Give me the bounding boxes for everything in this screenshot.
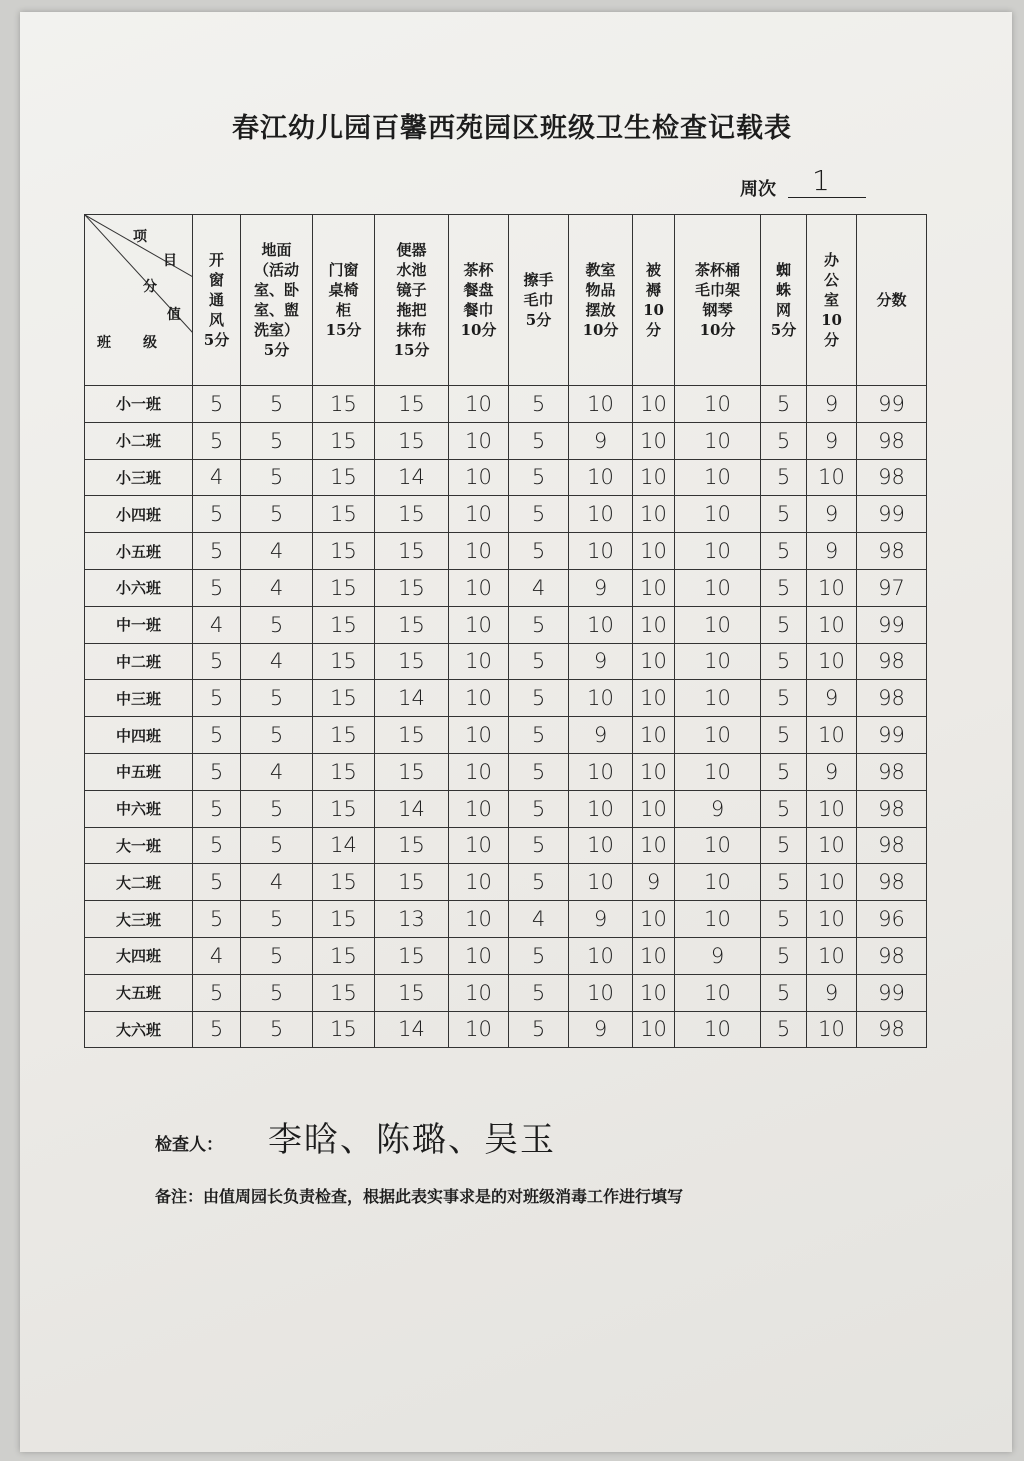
table-row xyxy=(85,422,927,459)
score-cell: 10 xyxy=(569,496,633,533)
score-cell: 5 xyxy=(761,533,807,570)
total-score-cell: 98 xyxy=(857,459,927,496)
score-cell: 10 xyxy=(569,753,633,790)
score-cell: 4 xyxy=(509,901,569,938)
table-row xyxy=(85,496,927,533)
score-cell: 10 xyxy=(569,790,633,827)
score-cell: 14 xyxy=(375,1011,449,1048)
score-cell: 5 xyxy=(241,459,313,496)
score-cell: 5 xyxy=(241,901,313,938)
class-name-cell: 小五班 xyxy=(85,533,193,570)
score-cell: 10 xyxy=(807,864,857,901)
score-cell: 9 xyxy=(675,790,761,827)
score-cell: 5 xyxy=(509,717,569,754)
score-cell: 10 xyxy=(633,606,675,643)
score-cell: 9 xyxy=(807,386,857,423)
total-score-cell: 99 xyxy=(857,974,927,1011)
score-cell: 5 xyxy=(761,496,807,533)
score-cell: 5 xyxy=(509,496,569,533)
inspector-signature: 李晗、陈璐、吴玉 xyxy=(268,1120,556,1160)
table-row xyxy=(85,974,927,1011)
table-row xyxy=(85,680,927,717)
score-cell: 5 xyxy=(241,827,313,864)
score-cell: 5 xyxy=(193,901,241,938)
score-cell: 5 xyxy=(193,422,241,459)
score-cell: 10 xyxy=(633,974,675,1011)
score-cell: 10 xyxy=(633,643,675,680)
score-cell: 5 xyxy=(241,790,313,827)
score-cell: 5 xyxy=(509,386,569,423)
score-cell: 5 xyxy=(761,790,807,827)
score-cell: 10 xyxy=(675,827,761,864)
score-cell: 4 xyxy=(241,569,313,606)
score-cell: 5 xyxy=(241,496,313,533)
score-cell: 5 xyxy=(193,386,241,423)
table-row xyxy=(85,643,927,680)
score-cell: 5 xyxy=(193,717,241,754)
score-cell: 4 xyxy=(193,937,241,974)
class-name-cell: 小六班 xyxy=(85,569,193,606)
score-cell: 5 xyxy=(241,386,313,423)
table-row xyxy=(85,790,927,827)
score-cell: 5 xyxy=(761,864,807,901)
corner-class-b: 级 xyxy=(143,335,157,351)
score-cell: 15 xyxy=(313,680,375,717)
class-name-cell: 小一班 xyxy=(85,386,193,423)
score-cell: 15 xyxy=(375,937,449,974)
class-name-cell: 小四班 xyxy=(85,496,193,533)
score-cell: 10 xyxy=(633,753,675,790)
score-cell: 10 xyxy=(633,386,675,423)
score-cell: 5 xyxy=(241,717,313,754)
footnote: 备注：由值周园长负责检查，根据此表实事求是的对班级消毒工作进行填写 xyxy=(155,1187,684,1206)
total-score-cell: 98 xyxy=(857,790,927,827)
score-cell: 14 xyxy=(375,790,449,827)
score-cell: 10 xyxy=(807,827,857,864)
class-name-cell: 中三班 xyxy=(85,680,193,717)
score-cell: 5 xyxy=(193,974,241,1011)
column-header: 门窗 桌椅 柜 15分 xyxy=(313,215,375,386)
score-cell: 15 xyxy=(375,422,449,459)
score-cell: 4 xyxy=(509,569,569,606)
score-cell: 15 xyxy=(313,606,375,643)
total-score-cell: 98 xyxy=(857,937,927,974)
column-header: 地面 （活动 室、卧 室、盥 洗室） 5分 xyxy=(241,215,313,386)
column-header: 茶杯桶 毛巾架 钢琴 10分 xyxy=(675,215,761,386)
week-label: 周次 xyxy=(740,179,776,200)
score-cell: 9 xyxy=(569,569,633,606)
score-cell: 5 xyxy=(241,974,313,1011)
week-value: 1 xyxy=(812,164,830,197)
table-row xyxy=(85,937,927,974)
score-cell: 15 xyxy=(313,753,375,790)
corner-target: 目 xyxy=(163,253,177,269)
score-cell: 10 xyxy=(675,459,761,496)
score-cell: 5 xyxy=(241,422,313,459)
score-cell: 10 xyxy=(675,1011,761,1048)
score-cell: 13 xyxy=(375,901,449,938)
header-row xyxy=(85,215,927,386)
score-cell: 10 xyxy=(633,1011,675,1048)
score-cell: 4 xyxy=(241,643,313,680)
score-cell: 10 xyxy=(449,459,509,496)
table-row xyxy=(85,606,927,643)
column-header: 擦手 毛巾 5分 xyxy=(509,215,569,386)
score-cell: 4 xyxy=(241,864,313,901)
table-row xyxy=(85,569,927,606)
score-cell: 15 xyxy=(375,864,449,901)
total-score-cell: 96 xyxy=(857,901,927,938)
score-cell: 5 xyxy=(509,459,569,496)
score-cell: 10 xyxy=(569,827,633,864)
corner-score-b: 值 xyxy=(167,307,181,323)
score-cell: 15 xyxy=(375,386,449,423)
score-cell: 14 xyxy=(313,827,375,864)
score-cell: 10 xyxy=(633,937,675,974)
score-cell: 10 xyxy=(675,753,761,790)
class-name-cell: 小二班 xyxy=(85,422,193,459)
score-cell: 10 xyxy=(449,496,509,533)
score-cell: 10 xyxy=(675,680,761,717)
score-cell: 10 xyxy=(569,974,633,1011)
score-cell: 15 xyxy=(375,533,449,570)
table-row xyxy=(85,386,927,423)
score-cell: 10 xyxy=(449,1011,509,1048)
total-score-cell: 99 xyxy=(857,386,927,423)
column-header: 被 褥 10 分 xyxy=(633,215,675,386)
score-cell: 10 xyxy=(633,422,675,459)
score-cell: 5 xyxy=(761,643,807,680)
column-header: 蜘 蛛 网 5分 xyxy=(761,215,807,386)
score-cell: 15 xyxy=(313,643,375,680)
score-cell: 10 xyxy=(675,974,761,1011)
score-cell: 10 xyxy=(807,606,857,643)
score-cell: 5 xyxy=(761,717,807,754)
score-cell: 10 xyxy=(807,717,857,754)
class-name-cell: 大三班 xyxy=(85,901,193,938)
score-cell: 10 xyxy=(807,459,857,496)
score-cell: 5 xyxy=(509,422,569,459)
score-cell: 15 xyxy=(375,643,449,680)
column-header: 办 公 室 10 分 xyxy=(807,215,857,386)
score-cell: 9 xyxy=(807,422,857,459)
column-header: 教室 物品 摆放 10分 xyxy=(569,215,633,386)
table-body xyxy=(85,386,927,1048)
score-cell: 15 xyxy=(313,569,375,606)
score-cell: 10 xyxy=(675,569,761,606)
corner-score-a: 分 xyxy=(143,279,157,295)
score-cell: 10 xyxy=(569,680,633,717)
score-cell: 10 xyxy=(633,901,675,938)
class-name-cell: 大五班 xyxy=(85,974,193,1011)
score-cell: 15 xyxy=(313,790,375,827)
score-cell: 10 xyxy=(675,606,761,643)
page-title: 春江幼儿园百馨西苑园区班级卫生检查记载表 xyxy=(232,113,792,144)
inspection-table xyxy=(84,214,927,1048)
class-name-cell: 中五班 xyxy=(85,753,193,790)
table-row xyxy=(85,1011,927,1048)
score-cell: 15 xyxy=(313,422,375,459)
score-cell: 10 xyxy=(675,717,761,754)
score-cell: 5 xyxy=(241,937,313,974)
score-cell: 10 xyxy=(449,606,509,643)
score-cell: 10 xyxy=(675,643,761,680)
total-score-cell: 98 xyxy=(857,753,927,790)
score-cell: 10 xyxy=(675,864,761,901)
score-cell: 15 xyxy=(313,533,375,570)
score-cell: 15 xyxy=(313,901,375,938)
score-cell: 4 xyxy=(241,533,313,570)
score-cell: 10 xyxy=(449,643,509,680)
score-cell: 5 xyxy=(509,1011,569,1048)
total-score-cell: 98 xyxy=(857,643,927,680)
score-cell: 15 xyxy=(313,496,375,533)
score-cell: 10 xyxy=(633,790,675,827)
score-cell: 10 xyxy=(807,901,857,938)
score-cell: 5 xyxy=(509,753,569,790)
score-cell: 10 xyxy=(633,496,675,533)
score-cell: 15 xyxy=(313,717,375,754)
total-score-cell: 98 xyxy=(857,864,927,901)
corner-class-a: 班 xyxy=(97,335,111,351)
score-cell: 15 xyxy=(375,606,449,643)
score-cell: 14 xyxy=(375,459,449,496)
score-cell: 5 xyxy=(761,386,807,423)
score-cell: 10 xyxy=(675,386,761,423)
class-name-cell: 大二班 xyxy=(85,864,193,901)
score-cell: 10 xyxy=(569,459,633,496)
score-cell: 9 xyxy=(569,1011,633,1048)
score-cell: 5 xyxy=(509,827,569,864)
score-cell: 5 xyxy=(761,937,807,974)
score-cell: 9 xyxy=(569,422,633,459)
score-cell: 10 xyxy=(807,790,857,827)
table-row xyxy=(85,864,927,901)
score-cell: 15 xyxy=(375,827,449,864)
score-cell: 10 xyxy=(449,680,509,717)
score-cell: 10 xyxy=(449,827,509,864)
score-cell: 10 xyxy=(633,680,675,717)
score-cell: 9 xyxy=(807,974,857,1011)
score-cell: 5 xyxy=(509,974,569,1011)
total-score-cell: 99 xyxy=(857,717,927,754)
score-cell: 5 xyxy=(509,680,569,717)
table-row xyxy=(85,533,927,570)
score-cell: 5 xyxy=(193,680,241,717)
score-cell: 5 xyxy=(761,974,807,1011)
score-cell: 5 xyxy=(761,827,807,864)
score-cell: 9 xyxy=(633,864,675,901)
score-cell: 5 xyxy=(509,937,569,974)
class-name-cell: 中六班 xyxy=(85,790,193,827)
column-header: 茶杯 餐盘 餐巾 10分 xyxy=(449,215,509,386)
table-row xyxy=(85,827,927,864)
score-cell: 5 xyxy=(761,569,807,606)
score-cell: 10 xyxy=(449,974,509,1011)
score-cell: 9 xyxy=(807,753,857,790)
score-cell: 10 xyxy=(569,937,633,974)
score-cell: 15 xyxy=(375,569,449,606)
class-name-cell: 中一班 xyxy=(85,606,193,643)
score-cell: 15 xyxy=(375,974,449,1011)
score-cell: 5 xyxy=(241,680,313,717)
score-cell: 5 xyxy=(193,533,241,570)
column-header: 分数 xyxy=(857,215,927,386)
total-score-cell: 98 xyxy=(857,827,927,864)
score-cell: 9 xyxy=(807,496,857,533)
class-name-cell: 中四班 xyxy=(85,717,193,754)
score-cell: 5 xyxy=(509,533,569,570)
score-cell: 9 xyxy=(807,680,857,717)
total-score-cell: 99 xyxy=(857,496,927,533)
score-cell: 15 xyxy=(313,459,375,496)
total-score-cell: 98 xyxy=(857,533,927,570)
score-cell: 5 xyxy=(761,753,807,790)
score-cell: 5 xyxy=(761,1011,807,1048)
score-cell: 10 xyxy=(633,827,675,864)
score-cell: 15 xyxy=(375,753,449,790)
score-cell: 10 xyxy=(633,459,675,496)
score-cell: 10 xyxy=(449,533,509,570)
score-cell: 10 xyxy=(807,569,857,606)
table-row xyxy=(85,459,927,496)
score-cell: 5 xyxy=(193,864,241,901)
score-cell: 9 xyxy=(569,901,633,938)
score-cell: 10 xyxy=(807,643,857,680)
score-cell: 15 xyxy=(375,717,449,754)
score-cell: 9 xyxy=(807,533,857,570)
score-cell: 10 xyxy=(449,386,509,423)
score-cell: 5 xyxy=(193,827,241,864)
score-cell: 5 xyxy=(761,606,807,643)
score-cell: 5 xyxy=(193,569,241,606)
score-cell: 10 xyxy=(449,753,509,790)
score-cell: 5 xyxy=(761,422,807,459)
score-cell: 5 xyxy=(241,606,313,643)
score-cell: 4 xyxy=(241,753,313,790)
week-underline xyxy=(788,197,866,198)
total-score-cell: 99 xyxy=(857,606,927,643)
score-cell: 15 xyxy=(313,386,375,423)
score-cell: 5 xyxy=(509,790,569,827)
score-cell: 4 xyxy=(193,459,241,496)
score-cell: 9 xyxy=(569,643,633,680)
score-cell: 5 xyxy=(193,1011,241,1048)
class-name-cell: 中二班 xyxy=(85,643,193,680)
score-cell: 10 xyxy=(449,717,509,754)
table-row xyxy=(85,753,927,790)
score-cell: 10 xyxy=(633,717,675,754)
table-row xyxy=(85,901,927,938)
score-cell: 10 xyxy=(807,937,857,974)
corner-header xyxy=(85,215,193,386)
score-cell: 10 xyxy=(569,386,633,423)
score-cell: 5 xyxy=(761,459,807,496)
score-cell: 5 xyxy=(509,864,569,901)
score-cell: 10 xyxy=(569,606,633,643)
score-cell: 10 xyxy=(449,864,509,901)
table-row xyxy=(85,717,927,754)
score-cell: 10 xyxy=(675,533,761,570)
score-cell: 4 xyxy=(193,606,241,643)
score-cell: 5 xyxy=(193,496,241,533)
score-cell: 10 xyxy=(675,496,761,533)
score-cell: 5 xyxy=(193,643,241,680)
class-name-cell: 大一班 xyxy=(85,827,193,864)
score-cell: 9 xyxy=(569,717,633,754)
total-score-cell: 98 xyxy=(857,422,927,459)
score-cell: 5 xyxy=(509,606,569,643)
class-name-cell: 大六班 xyxy=(85,1011,193,1048)
score-cell: 5 xyxy=(509,643,569,680)
score-cell: 5 xyxy=(241,1011,313,1048)
column-header: 便器 水池 镜子 拖把 抹布 15分 xyxy=(375,215,449,386)
column-header: 开 窗 通 风 5分 xyxy=(193,215,241,386)
class-name-cell: 小三班 xyxy=(85,459,193,496)
score-cell: 10 xyxy=(449,937,509,974)
total-score-cell: 97 xyxy=(857,569,927,606)
total-score-cell: 98 xyxy=(857,680,927,717)
score-cell: 10 xyxy=(675,422,761,459)
score-cell: 10 xyxy=(449,422,509,459)
score-cell: 5 xyxy=(193,790,241,827)
score-cell: 10 xyxy=(449,901,509,938)
total-score-cell: 98 xyxy=(857,1011,927,1048)
score-cell: 10 xyxy=(569,864,633,901)
score-cell: 10 xyxy=(633,533,675,570)
score-cell: 10 xyxy=(449,790,509,827)
score-cell: 15 xyxy=(313,1011,375,1048)
class-name-cell: 大四班 xyxy=(85,937,193,974)
score-cell: 15 xyxy=(375,496,449,533)
inspector-label: 检查人： xyxy=(155,1135,223,1155)
score-cell: 5 xyxy=(761,901,807,938)
score-cell: 5 xyxy=(761,680,807,717)
score-cell: 10 xyxy=(807,1011,857,1048)
corner-item: 项 xyxy=(133,229,147,245)
score-cell: 10 xyxy=(569,533,633,570)
score-cell: 10 xyxy=(675,901,761,938)
score-cell: 9 xyxy=(675,937,761,974)
score-cell: 14 xyxy=(375,680,449,717)
score-cell: 15 xyxy=(313,864,375,901)
score-cell: 15 xyxy=(313,937,375,974)
score-cell: 15 xyxy=(313,974,375,1011)
score-cell: 10 xyxy=(449,569,509,606)
score-cell: 10 xyxy=(633,569,675,606)
score-cell: 5 xyxy=(193,753,241,790)
